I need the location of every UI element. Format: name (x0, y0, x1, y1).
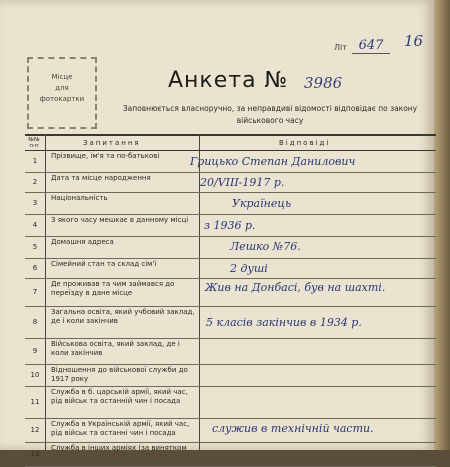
row-number: 11 (30, 397, 40, 406)
table-row (25, 442, 436, 467)
table-row (25, 418, 436, 443)
table-row (25, 278, 436, 307)
row-answer: Грицько Степан Данилович (190, 155, 356, 168)
row-number: 8 (32, 317, 38, 326)
lit-number: 647 (352, 38, 390, 54)
photo-label-line1: Місце (51, 73, 73, 81)
row-number: 2 (32, 177, 38, 186)
row-question: З якого часу мешкає в данному місці (51, 216, 189, 224)
table-row (25, 386, 436, 419)
lit-label: Літ (334, 43, 347, 52)
row-answer: Українець (232, 197, 292, 210)
row-question: Домашня адреса (51, 238, 114, 246)
header-questions: Запитання (83, 139, 141, 147)
row-number: 3 (32, 198, 38, 207)
row-question: Дата та місце народження (51, 174, 151, 182)
row-answer: 20/VIII-1917 р. (200, 176, 285, 189)
row-number: 6 (32, 263, 38, 272)
table-row (25, 192, 436, 215)
row-question: Де проживав та чим займався до переїзду в дане місце (51, 280, 175, 297)
photo-placeholder (27, 57, 97, 129)
photo-label-line3: фотокартки (39, 95, 85, 103)
form-number: 3986 (304, 74, 343, 92)
row-answer: 5 класів закінчив в 1934 р. (206, 316, 362, 329)
row-question: Служба в інших арміях (за винятком (51, 444, 187, 452)
row-answer: з 1936 р. (204, 219, 256, 232)
row-question: Загальна освіта, який учбовий заклад, де і коли закінчив (51, 308, 195, 325)
table-row (25, 172, 436, 193)
row-question: Прізвище, ім'я та по-батькові (51, 152, 160, 160)
table-row (25, 306, 436, 339)
header-answers: Відповіді (279, 139, 331, 147)
row-number: 12 (30, 425, 40, 434)
row-answer: Жив на Донбасі, був на шахті. (205, 281, 386, 294)
table-row (25, 150, 436, 173)
row-number: 4 (32, 220, 38, 229)
row-number: 7 (32, 287, 38, 296)
row-question: Служба в б. царській армії, який час, рід військ та останній чин і посада (51, 388, 188, 405)
row-answer: служив в технічній части. (212, 422, 374, 435)
row-number: 13 (30, 449, 40, 458)
photo-label-line2: для (55, 84, 69, 92)
row-question: Національність (51, 194, 108, 202)
row-number: 1 (32, 156, 38, 165)
row-question: Сімейний стан та склад сім'ї (51, 260, 157, 268)
row-question: Служба в Українській армії, який час, рід військ та останні чин і посада (51, 420, 190, 437)
row-question: Військова освіта, який заклад, де і коли закінчив (51, 340, 180, 357)
header-number: №№ п-п (28, 137, 40, 149)
table-row (25, 236, 436, 259)
row-answer: Лешко №76. (230, 240, 301, 253)
row-question: Відношення до військової служби до 1917 року (51, 366, 188, 383)
row-number: 5 (32, 242, 38, 251)
table-row (25, 364, 436, 387)
row-answer: 2 душі (230, 262, 268, 275)
row-number: 10 (30, 370, 40, 379)
row-number: 9 (32, 346, 38, 355)
page-number: 16 (404, 32, 424, 50)
table-row (25, 258, 436, 279)
table-header (25, 136, 436, 151)
folder-edge (434, 0, 450, 450)
form-title: Анкета № (168, 68, 289, 93)
table-row (25, 338, 436, 365)
form-subtitle: Заповнюється власноручно, за неправдиві відомості відповідає по закону військового часу (122, 104, 418, 125)
table-row (25, 214, 436, 237)
